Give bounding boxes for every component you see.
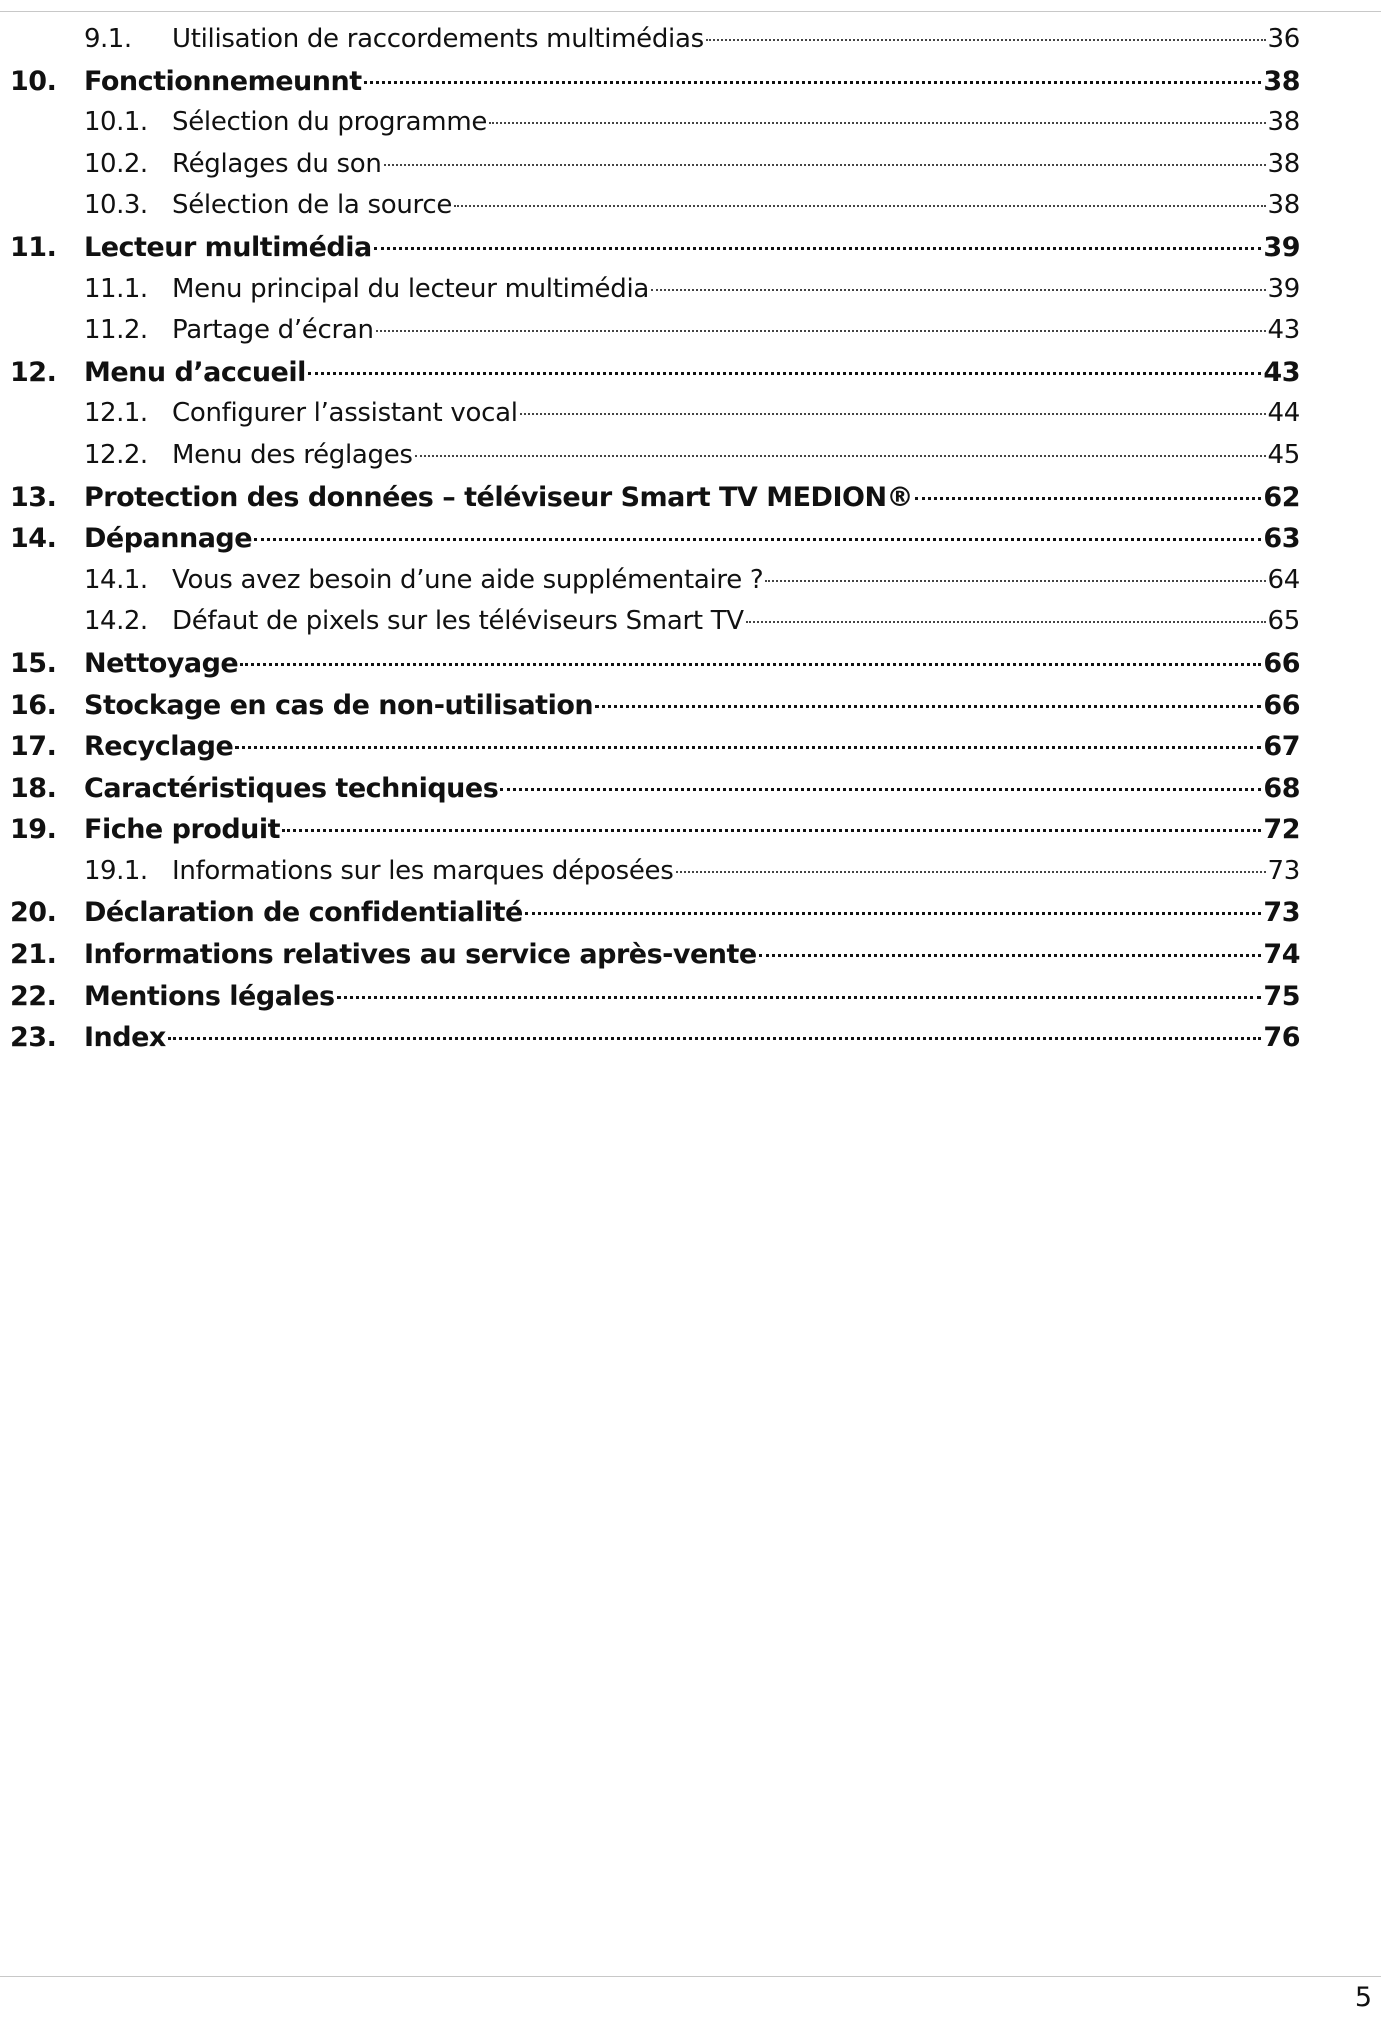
toc-dot-leader: [746, 621, 1266, 623]
toc-dot-leader: [520, 413, 1266, 415]
toc-dot-leader: [308, 372, 1262, 375]
toc-entry-title: Menu principal du lecteur multimédia: [172, 273, 650, 304]
toc-entry-title: Configurer l’assistant vocal: [172, 398, 518, 429]
toc-dot-leader: [759, 954, 1262, 957]
toc-entry-number: 19.: [10, 814, 57, 846]
toc-entry-number: 12.1.: [84, 398, 148, 429]
toc-entry-title: Menu d’accueil: [84, 356, 306, 388]
toc-entry-page: 38: [1267, 190, 1300, 221]
footer-rule: [0, 1976, 1381, 1977]
toc-dot-leader: [384, 164, 1266, 166]
toc-entry-title: Déclaration de confidentialité: [84, 897, 523, 929]
toc-entry-line: [84, 768, 1300, 810]
toc-entry-number: 22.: [10, 980, 57, 1012]
toc-entry-page: 73: [1263, 897, 1300, 929]
table-of-contents: [0, 19, 1300, 1059]
toc-entry-number: 11.2.: [84, 315, 148, 346]
header-rule: [0, 11, 1381, 12]
toc-section-entry[interactable]: [0, 185, 1300, 227]
toc-entry-line: [84, 934, 1300, 976]
toc-section-entry[interactable]: [0, 144, 1300, 186]
toc-entry-number: 18.: [10, 772, 57, 804]
toc-entry-title: Informations sur les marques déposées: [172, 855, 674, 886]
toc-entry-number: 11.: [10, 231, 57, 263]
toc-chapter-entry[interactable]: [0, 768, 1300, 810]
toc-entry-title: Informations relatives au service après-vente: [84, 939, 757, 971]
toc-entry-page: 66: [1263, 689, 1300, 721]
toc-dot-leader: [651, 289, 1266, 291]
toc-entry-number: 14.2.: [84, 606, 148, 637]
toc-dot-leader: [364, 81, 1262, 84]
toc-entry-number: 12.2.: [84, 439, 148, 470]
toc-entry-title: Fiche produit: [84, 814, 281, 846]
toc-entry-line: [172, 435, 1300, 477]
toc-entry-page: 38: [1267, 148, 1300, 179]
toc-entry-number: 14.1.: [84, 564, 148, 595]
toc-entry-page: 38: [1267, 107, 1300, 138]
toc-entry-line: [84, 685, 1300, 727]
toc-chapter-entry[interactable]: [0, 809, 1300, 851]
toc-entry-number: 20.: [10, 897, 57, 929]
toc-entry-line: [172, 310, 1300, 352]
toc-entry-number: 19.1.: [84, 855, 148, 886]
toc-entry-number: 17.: [10, 731, 57, 763]
toc-entry-title: Dépannage: [84, 523, 253, 555]
toc-chapter-entry[interactable]: [0, 352, 1300, 394]
toc-entry-page: 44: [1267, 398, 1300, 429]
toc-entry-title: Utilisation de raccordements multimédias: [172, 24, 704, 54]
toc-entry-line: [172, 185, 1300, 227]
toc-entry-page: 36: [1267, 24, 1300, 54]
toc-entry-page: 45: [1267, 439, 1300, 470]
toc-chapter-entry[interactable]: [0, 726, 1300, 768]
toc-chapter-entry[interactable]: [0, 227, 1300, 269]
toc-entry-line: [172, 601, 1300, 643]
toc-entry-page: 74: [1263, 939, 1300, 971]
toc-entry-page: 64: [1267, 564, 1300, 595]
toc-entry-number: 12.: [10, 356, 57, 388]
toc-entry-line: [84, 643, 1300, 685]
toc-dot-leader: [525, 912, 1262, 915]
toc-entry-title: Protection des données – téléviseur Smart TV MEDION®: [84, 481, 914, 513]
toc-dot-leader: [374, 247, 1262, 250]
toc-entry-title: Menu des réglages: [172, 439, 413, 470]
toc-section-entry[interactable]: [0, 393, 1300, 435]
toc-entry-number: 9.1.: [84, 24, 132, 54]
toc-entry-number: 11.1.: [84, 273, 148, 304]
toc-entry-title: Mentions légales: [84, 980, 335, 1012]
toc-dot-leader: [454, 205, 1266, 207]
toc-entry-line: [84, 518, 1300, 560]
toc-dot-leader: [235, 746, 1261, 749]
toc-entry-line: [172, 19, 1300, 61]
page-number: 5: [1354, 1982, 1372, 2013]
toc-dot-leader: [676, 871, 1266, 873]
toc-entry-line: [84, 809, 1300, 851]
toc-dot-leader: [254, 538, 1261, 541]
toc-entry-line: [84, 976, 1300, 1018]
toc-entry-line: [172, 102, 1300, 144]
toc-entry-number: 10.2.: [84, 148, 148, 179]
toc-entry-line: [84, 227, 1300, 269]
toc-entry-number: 21.: [10, 939, 57, 971]
toc-entry-title: Nettoyage: [84, 647, 239, 679]
toc-dot-leader: [168, 1037, 1262, 1040]
toc-entry-number: 23.: [10, 1022, 57, 1054]
toc-entry-line: [172, 851, 1300, 893]
toc-entry-number: 14.: [10, 523, 57, 555]
toc-entry-title: Vous avez besoin d’une aide supplémentaire ?: [172, 564, 764, 595]
toc-chapter-entry[interactable]: [0, 892, 1300, 934]
toc-dot-leader: [595, 705, 1261, 708]
toc-entry-page: 43: [1267, 315, 1300, 346]
toc-entry-title: Réglages du son: [172, 148, 382, 179]
toc-entry-title: Sélection du programme: [172, 107, 488, 138]
toc-entry-page: 63: [1263, 523, 1300, 555]
toc-entry-page: 67: [1263, 731, 1300, 763]
toc-chapter-entry[interactable]: [0, 61, 1300, 103]
toc-dot-leader: [500, 788, 1261, 791]
toc-dot-leader: [376, 330, 1266, 332]
toc-entry-number: 15.: [10, 647, 57, 679]
toc-entry-title: Lecteur multimédia: [84, 231, 372, 263]
toc-section-entry[interactable]: [0, 102, 1300, 144]
toc-entry-page: 76: [1263, 1022, 1300, 1054]
toc-entry-page: 65: [1267, 606, 1300, 637]
toc-entry-page: 68: [1263, 772, 1300, 804]
toc-section-entry[interactable]: [0, 269, 1300, 311]
toc-entry-line: [84, 477, 1300, 519]
toc-section-entry[interactable]: [0, 560, 1300, 602]
toc-section-entry[interactable]: [0, 435, 1300, 477]
toc-chapter-entry[interactable]: [0, 1017, 1300, 1059]
toc-section-entry[interactable]: [0, 310, 1300, 352]
toc-dot-leader: [915, 497, 1261, 500]
toc-entry-page: 73: [1267, 855, 1300, 886]
toc-dot-leader: [337, 996, 1262, 999]
toc-entry-number: 10.: [10, 65, 57, 97]
toc-dot-leader: [489, 122, 1265, 124]
toc-entry-page: 39: [1263, 231, 1300, 263]
toc-entry-page: 72: [1263, 814, 1300, 846]
toc-chapter-entry[interactable]: [0, 976, 1300, 1018]
toc-entry-title: Partage d’écran: [172, 315, 374, 346]
toc-dot-leader: [240, 663, 1261, 666]
toc-dot-leader: [282, 829, 1261, 832]
toc-entry-page: 39: [1267, 273, 1300, 304]
toc-chapter-entry[interactable]: [0, 518, 1300, 560]
toc-entry-line: [84, 352, 1300, 394]
toc-entry-title: Stockage en cas de non-utilisation: [84, 689, 594, 721]
toc-entry-line: [84, 61, 1300, 103]
toc-entry-line: [172, 144, 1300, 186]
toc-chapter-entry[interactable]: [0, 934, 1300, 976]
toc-dot-leader: [765, 580, 1265, 582]
toc-entry-title: Recyclage: [84, 731, 234, 763]
toc-entry-line: [172, 269, 1300, 311]
toc-entry-line: [172, 393, 1300, 435]
toc-entry-title: Défaut de pixels sur les téléviseurs Smart TV: [172, 606, 744, 637]
toc-chapter-entry[interactable]: [0, 643, 1300, 685]
toc-entry-title: Caractéristiques techniques: [84, 772, 499, 804]
toc-entry-page: 62: [1263, 481, 1300, 513]
toc-dot-leader: [415, 455, 1266, 457]
toc-section-entry[interactable]: [0, 19, 1300, 61]
toc-entry-number: 13.: [10, 481, 57, 513]
toc-entry-title: Fonctionnemeunnt: [84, 65, 362, 97]
toc-entry-line: [84, 726, 1300, 768]
toc-entry-number: 16.: [10, 689, 57, 721]
toc-entry-title: Index: [84, 1022, 166, 1054]
toc-entry-page: 43: [1263, 356, 1300, 388]
toc-entry-number: 10.3.: [84, 190, 148, 221]
toc-section-entry[interactable]: [0, 601, 1300, 643]
toc-entry-title: Sélection de la source: [172, 190, 453, 221]
toc-entry-page: 75: [1263, 980, 1300, 1012]
toc-entry-line: [84, 1017, 1300, 1059]
toc-section-entry[interactable]: [0, 851, 1300, 893]
toc-dot-leader: [706, 39, 1266, 41]
toc-entry-number: 10.1.: [84, 107, 148, 138]
toc-entry-line: [172, 560, 1300, 602]
toc-entry-line: [84, 892, 1300, 934]
toc-chapter-entry[interactable]: [0, 477, 1300, 519]
toc-entry-page: 38: [1263, 65, 1300, 97]
toc-chapter-entry[interactable]: [0, 685, 1300, 727]
toc-entry-page: 66: [1263, 647, 1300, 679]
